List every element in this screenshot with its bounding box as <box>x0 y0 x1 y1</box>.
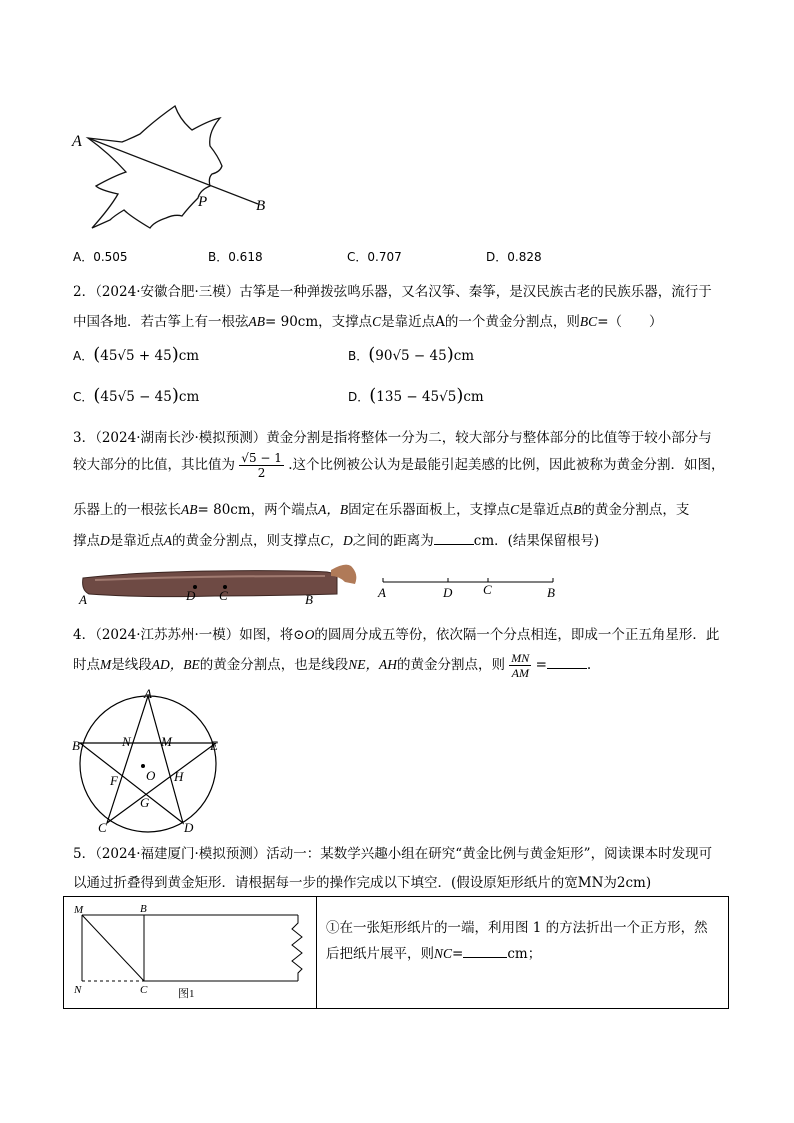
label-m: M <box>161 734 172 749</box>
segment-ab <box>88 138 258 204</box>
q2-line1: 2．（2024·安徽合肥·三模）古筝是一种弹拨弦鸣乐器，又名汉筝、秦筝，是汉民族古老的民族乐器，流行于 <box>73 284 712 300</box>
label-b: B <box>72 738 80 753</box>
fold-figure <box>72 901 308 1005</box>
q3-answer-blank[interactable] <box>434 532 474 545</box>
q5-step1-text: ①在一张矩形纸片的一端，利用图 1 的方法折出一个正方形，然 后把纸片展平，则NC= cm； <box>326 920 708 962</box>
figure-caption: 图1 <box>178 988 195 1000</box>
label-a: A <box>72 133 82 150</box>
diagonal-mc <box>82 915 144 981</box>
label-c: C <box>98 820 107 835</box>
label-c: C <box>219 588 228 603</box>
q4-answer-blank[interactable] <box>547 656 587 669</box>
center-dot <box>141 764 145 768</box>
label-a: A <box>79 592 87 606</box>
label-d: D <box>184 820 194 835</box>
label-b: B <box>305 592 313 606</box>
label-d: D <box>443 585 453 600</box>
label-m: M <box>74 904 84 916</box>
label-o: O <box>146 768 156 783</box>
zigzag-edge <box>292 915 302 981</box>
q3-line3: 乐器上的一根弦长AB= 80cm，两个端点A，B固定在乐器面板上，支撑点C是靠近点B的黄金分割点，支 <box>73 502 690 518</box>
golden-ratio-fraction: $\frac{√5 - 1}{2}$ <box>241 451 282 480</box>
q3-line1: 3．（2024·湖南长沙·模拟预测）黄金分割是指将整体一分为二，较大部分与整体部分的比值等于较小部分与 <box>73 430 712 446</box>
label-f: F <box>110 773 118 788</box>
pentagram-figure <box>70 686 230 836</box>
q1-option-d[interactable]: D．0.828 <box>486 250 542 264</box>
q5-answer-blank[interactable] <box>463 945 507 958</box>
circle-o <box>80 696 216 832</box>
q1-option-c[interactable]: C．0.707 <box>347 250 402 264</box>
q2-option-b[interactable]: B．(90√5 − 45)cm <box>348 344 475 365</box>
q5-table-divider <box>316 897 317 1008</box>
q2-option-d[interactable]: D．(135 − 45√5)cm <box>348 385 484 406</box>
label-b: B <box>140 903 147 915</box>
label-a: A <box>144 686 152 701</box>
q5-table <box>63 896 729 1009</box>
maple-leaf-figure <box>70 98 290 238</box>
q2-option-c[interactable]: C．(45√5 − 45)cm <box>73 385 200 406</box>
guzheng-figure <box>75 560 365 606</box>
label-a: A <box>378 585 386 600</box>
label-c: C <box>140 984 148 996</box>
q3-line4: 撑点D是靠近点A的黄金分割点，则支撑点C，D之间的距离为 cm．(结果保留根号) <box>73 533 600 549</box>
label-n: N <box>122 734 131 749</box>
label-h: H <box>174 769 184 784</box>
label-b: B <box>547 585 555 600</box>
label-e: E <box>210 738 218 753</box>
label-d: D <box>186 588 196 603</box>
label-b: B <box>256 198 266 214</box>
q4-line2: 时点M是线段AD，BE的黄金分割点，也是线段NE，AH的黄金分割点，则 $\frac{MN}{AM}$ = . <box>73 651 592 680</box>
q2-option-a[interactable]: A．(45√5 + 45)cm <box>73 344 200 365</box>
q1-option-a[interactable]: A．0.505 <box>73 250 128 264</box>
q3-line2: 较大部分的比值，其比值为 $\frac{√5 - 1}{2}$ .这个比例被公认为是最能引起美感的比例，因此被称为黄金分割．如图， <box>73 451 725 480</box>
mn-am-fraction: $\frac{MN}{AM}$ <box>511 651 530 680</box>
label-n: N <box>74 984 82 996</box>
guzheng-body <box>83 571 337 597</box>
segment-figure <box>375 572 565 602</box>
label-g: G <box>140 795 150 810</box>
q2-line2: 中国各地．若古筝上有一根弦AB= 90cm，支撑点C是靠近点A的一个黄金分割点，则BC=（ ） <box>73 314 663 330</box>
q5-line2: 以通过折叠得到黄金矩形．请根据每一步的操作完成以下填空．(假设原矩形纸片的宽MN为2cm) <box>73 875 652 891</box>
label-p: P <box>198 194 208 210</box>
q4-line1: 4．（2024·江苏苏州·一模）如图，将⊙O的圆周分成五等份，依次隔一个分点相连，即成一个正五角星形．此 <box>73 627 720 643</box>
label-c: C <box>483 582 492 597</box>
q1-option-b[interactable]: B．0.618 <box>208 250 263 264</box>
q5-line1: 5．（2024·福建厦门·模拟预测）活动一：某数学兴趣小组在研究“黄金比例与黄金矩形”，阅读课本时发现可 <box>73 846 713 862</box>
